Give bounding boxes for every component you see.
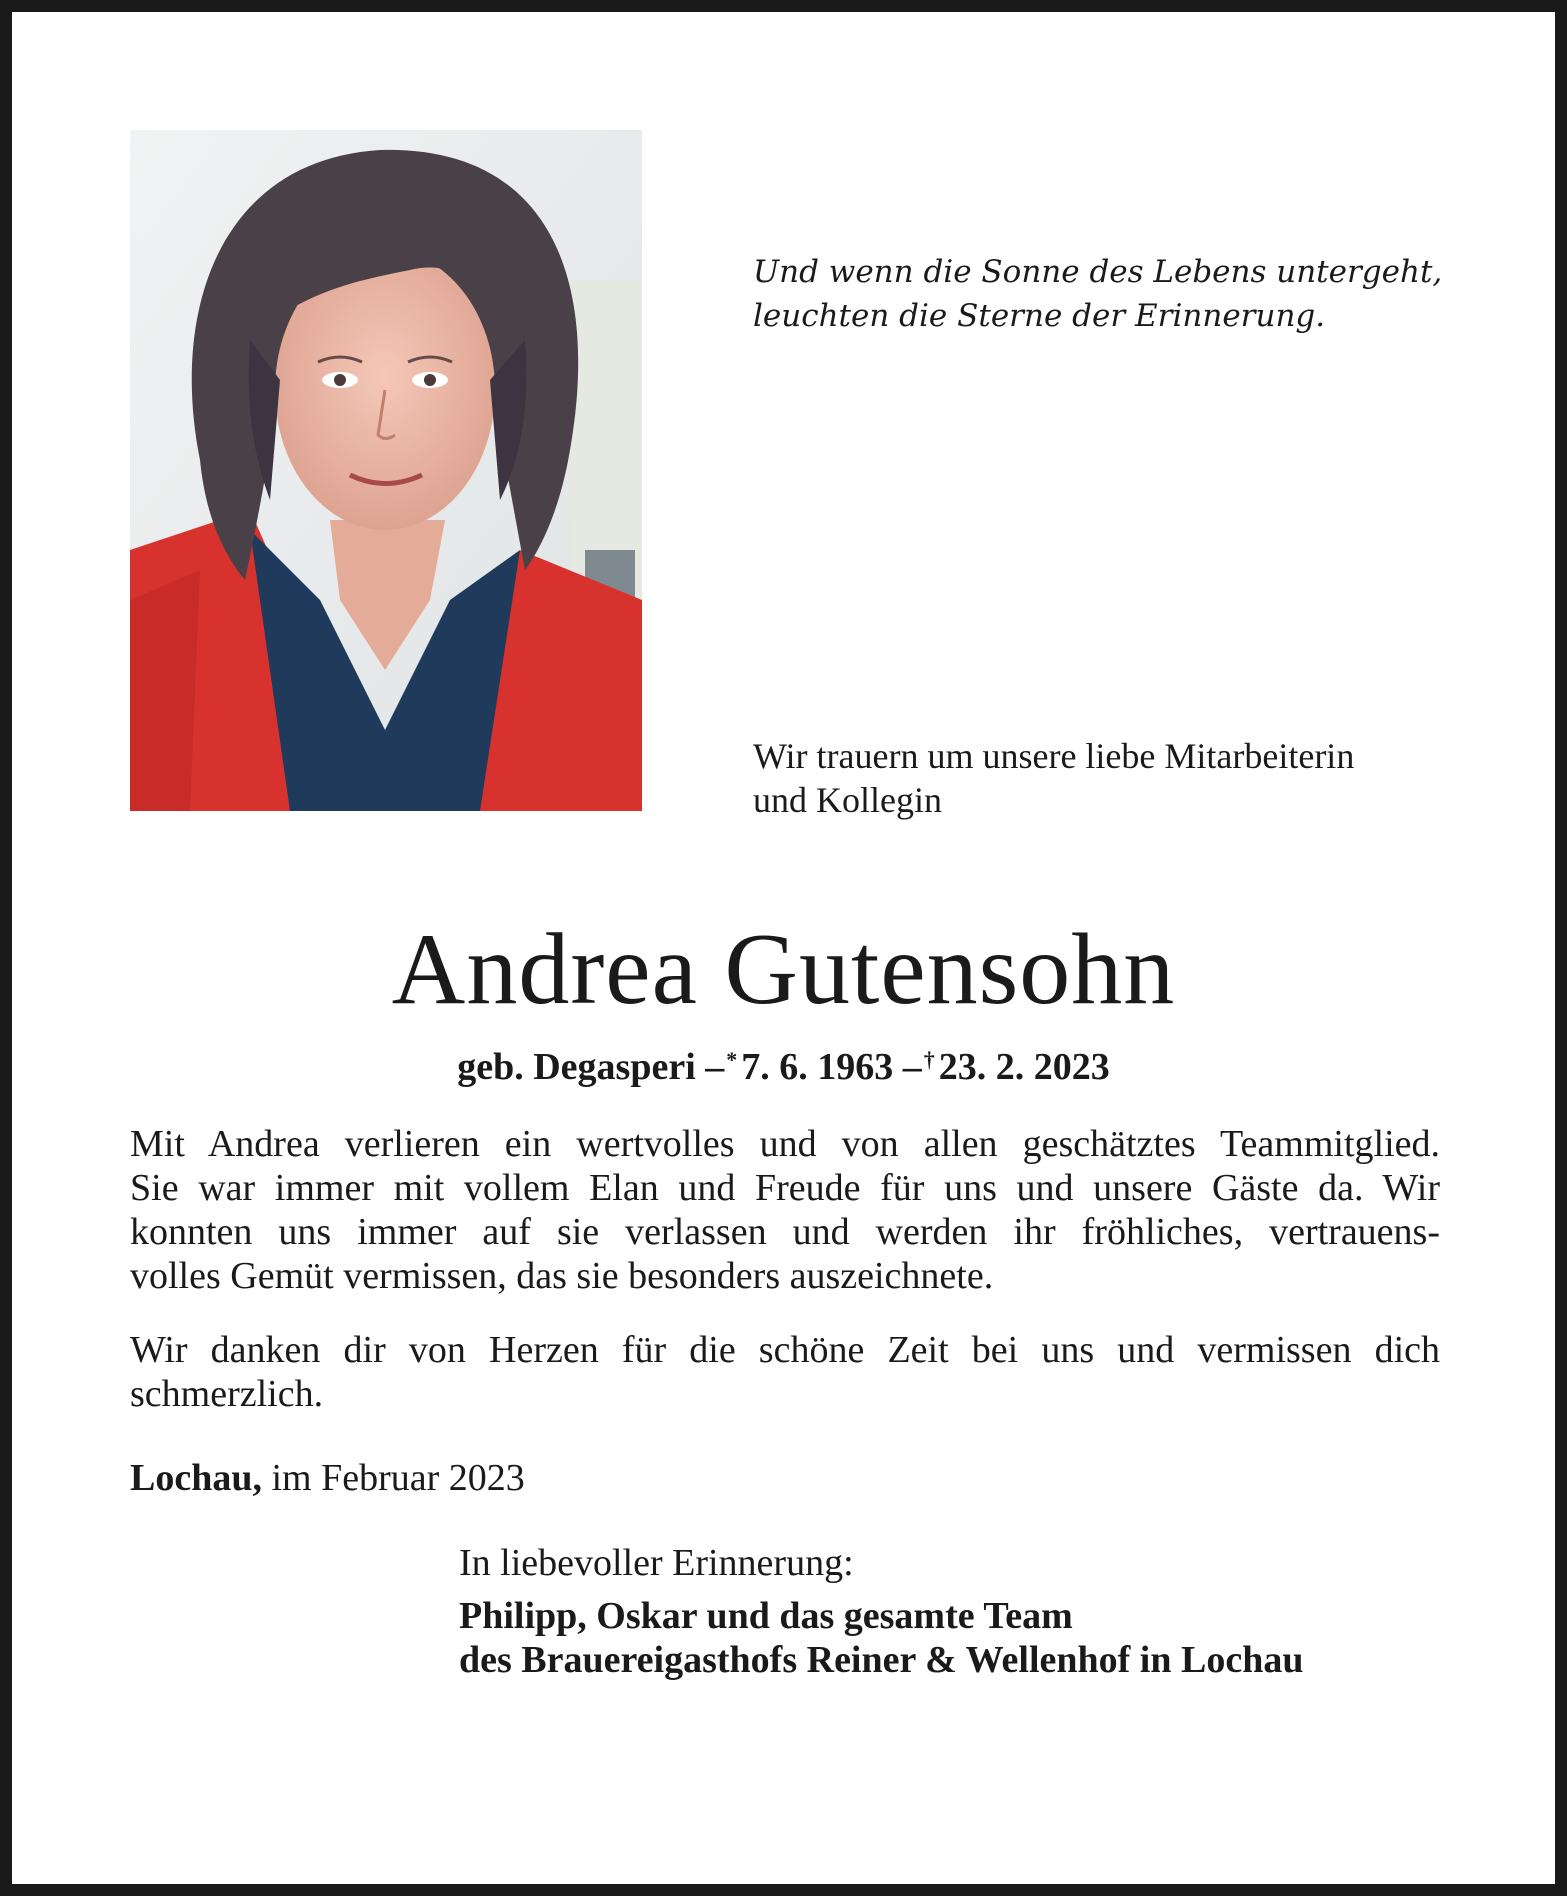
thanks-paragraph xyxy=(130,1328,1440,1416)
memory-label: In liebevoller Erinnerung: xyxy=(459,1542,854,1584)
birth-date: 7. 6. 1963 xyxy=(741,1046,894,1088)
mourning-line: und Kollegin xyxy=(753,780,942,820)
paragraph-line: konnten uns immer auf sie verlassen und werden ihr fröhliches, vertrauens- xyxy=(130,1211,1440,1253)
death-date: 23. 2. 2023 xyxy=(938,1046,1110,1088)
signers xyxy=(459,1594,1439,1682)
signers-line: Philipp, Oskar und das gesamte Team xyxy=(459,1595,1073,1637)
mourning-statement xyxy=(753,734,1473,822)
place-date xyxy=(130,1456,525,1500)
signers-line: des Brauereigasthofs Reiner & Wellenhof in Lochau xyxy=(459,1639,1304,1681)
place-town: Lochau, xyxy=(130,1457,262,1499)
birth-symbol: * xyxy=(726,1047,738,1072)
date-separator: – xyxy=(902,1046,922,1088)
maiden-name: geb. Degasperi xyxy=(457,1046,696,1088)
tribute-paragraph xyxy=(130,1122,1440,1298)
deceased-name: Andrea Gutensohn xyxy=(391,913,1176,1026)
paragraph-line: Mit Andrea verlieren ein wertvolles und von allen geschätztes Teammitglied. xyxy=(130,1123,1440,1165)
paragraph-line: schmerzlich. xyxy=(130,1373,324,1415)
place-date-text: im Februar 2023 xyxy=(261,1457,525,1499)
paragraph-line: volles Gemüt vermissen, das sie besonders auszeichnete. xyxy=(130,1255,994,1297)
memorial-quote xyxy=(753,250,1473,338)
life-dates xyxy=(0,1036,1567,1091)
death-symbol: † xyxy=(923,1047,935,1072)
paragraph-line: Wir danken dir von Herzen für die schöne Zeit bei uns und vermissen dich xyxy=(130,1329,1440,1371)
mourning-line: Wir trauern um unsere liebe Mitarbeiterin xyxy=(753,736,1355,776)
quote-line: Und wenn die Sonne des Lebens untergeht, xyxy=(753,254,1443,290)
date-separator: – xyxy=(705,1046,725,1088)
paragraph-line: Sie war immer mit vollem Elan und Freude für uns und unsere Gäste da. Wir xyxy=(130,1167,1440,1209)
quote-line: leuchten die Sterne der Erinnerung. xyxy=(753,298,1326,334)
portrait-photo xyxy=(130,130,642,811)
